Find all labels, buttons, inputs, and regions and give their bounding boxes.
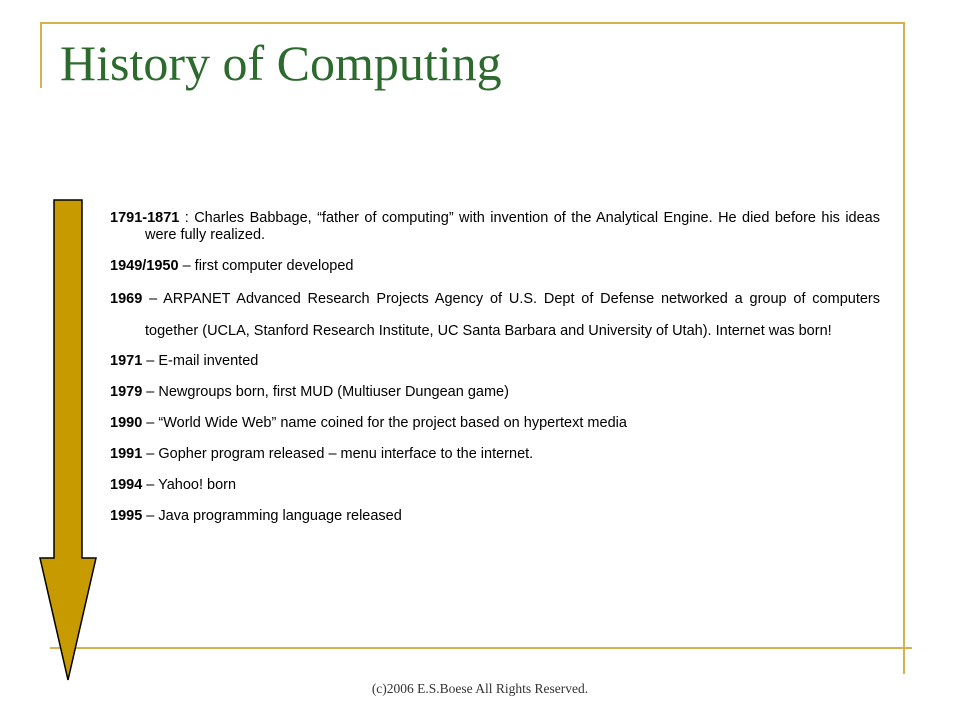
entry-text: – E-mail invented (142, 353, 259, 369)
entry-text: – Newgroups born, first MUD (Multiuser Dungean game) (142, 384, 509, 400)
timeline-entry (110, 210, 880, 244)
entry-text: – first computer developed (178, 258, 354, 274)
entry-text: – “World Wide Web” name coined for the project based on hypertext media (142, 415, 627, 431)
timeline-entry (110, 384, 880, 401)
entry-text: – ARPANET Advanced Research Projects Agency of U.S. Dept of Defense networked a group of computers together (UCLA, Stanford Research Institute, UC Santa Barbara and University of Utah). Internet was born! (142, 291, 880, 339)
timeline-entry (110, 353, 880, 370)
timeline-down-arrow-icon (36, 198, 100, 682)
entry-text: : Charles Babbage, “father of computing” with invention of the Analytical Engine. He died before his ideas were fully realized. (145, 210, 880, 243)
timeline-entry (110, 415, 880, 432)
timeline-entry (110, 508, 880, 525)
entry-year: 1791-1871 (110, 210, 180, 226)
entry-year: 1979 (110, 384, 143, 400)
entry-year: 1971 (110, 353, 143, 369)
entry-text: – Yahoo! born (142, 477, 237, 493)
timeline-entry (110, 446, 880, 463)
timeline-list (110, 210, 880, 539)
entry-year: 1991 (110, 446, 143, 462)
entry-year: 1995 (110, 508, 143, 524)
left-border-rule (40, 22, 42, 88)
top-border-rule (40, 22, 904, 24)
entry-year: 1969 (110, 291, 143, 307)
slide-title: History of Computing (60, 35, 502, 91)
timeline-entry (110, 258, 880, 275)
timeline-entry (110, 283, 880, 347)
entry-year: 1990 (110, 415, 143, 431)
timeline-entry (110, 477, 880, 494)
right-border-rule (903, 22, 905, 674)
entry-year: 1949/1950 (110, 258, 179, 274)
entry-year: 1994 (110, 477, 143, 493)
entry-text: – Gopher program released – menu interface to the internet. (142, 446, 534, 462)
bottom-border-rule (50, 647, 912, 649)
copyright-footer: (c)2006 E.S.Boese All Rights Reserved. (371, 681, 589, 696)
entry-text: – Java programming language released (142, 508, 402, 524)
